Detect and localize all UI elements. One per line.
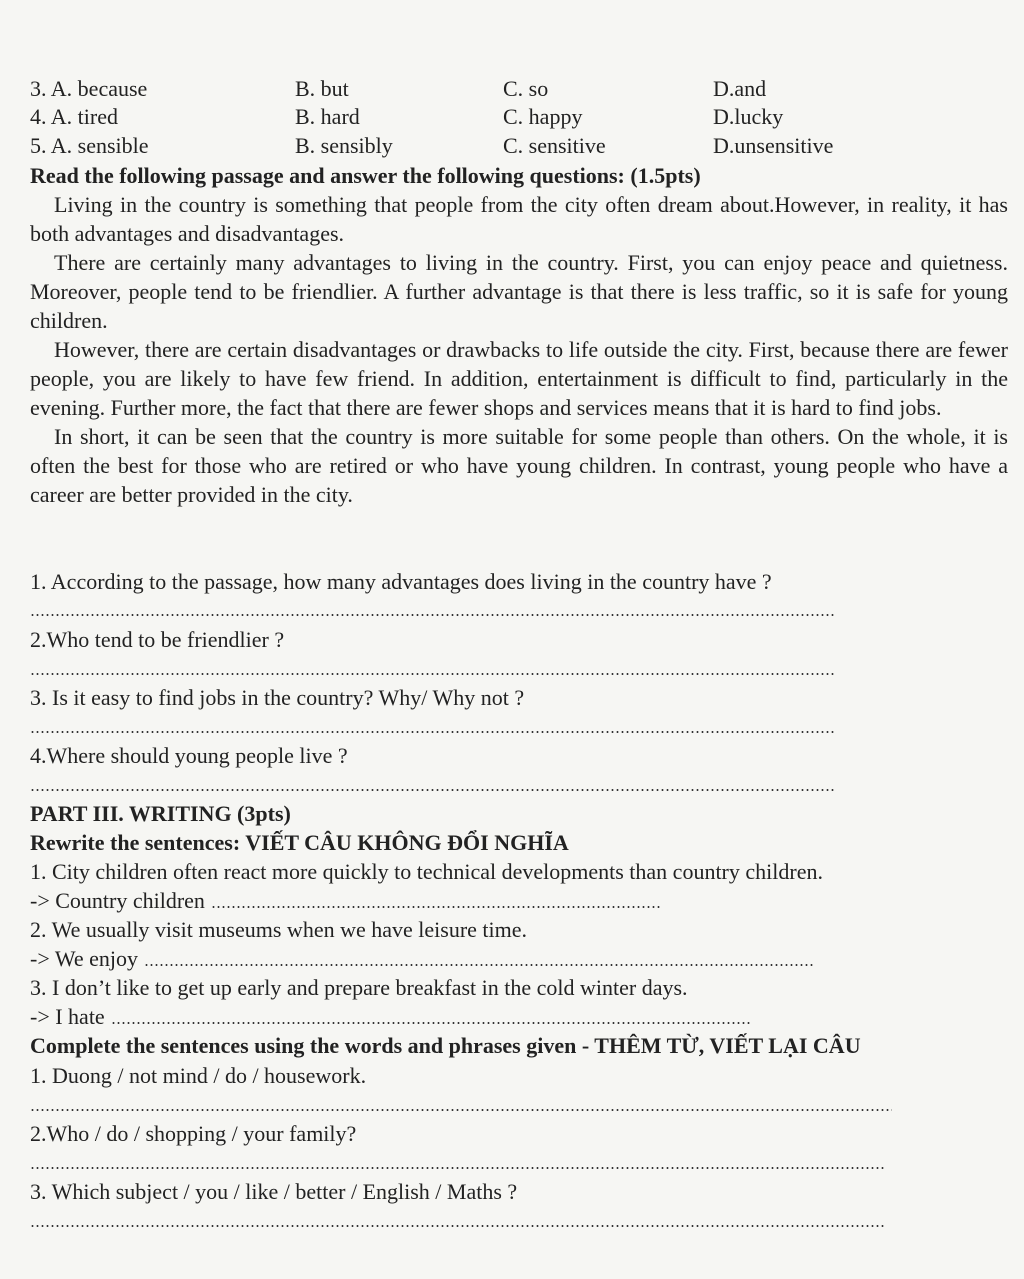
reading-question: 2.Who tend to be friendlier ?: [30, 627, 285, 652]
reading-question: 4.Where should young people live ?: [30, 743, 348, 768]
reading-heading: Read the following passage and answer the following questions: (1.5pts): [30, 163, 701, 188]
answer-line[interactable]: [30, 731, 835, 733]
rewrite-heading: Rewrite the sentences: VIẾT CÂU KHÔNG ĐỔI NGHĨA: [30, 830, 569, 855]
answer-line[interactable]: [111, 1022, 751, 1024]
prompt-text: -> I hate: [30, 1004, 105, 1029]
rewrite-prompt: [30, 944, 814, 973]
answer-line[interactable]: [30, 789, 835, 791]
answer-line[interactable]: [30, 1225, 885, 1227]
answer-line[interactable]: [30, 1167, 885, 1169]
answer-line[interactable]: [30, 1109, 892, 1111]
option-d: D.unsensitive: [713, 133, 834, 158]
mcq-row: [0, 102, 1024, 132]
rewrite-prompt: [30, 1002, 751, 1031]
rewrite-sentence: 1. City children often react more quickly to technical developments than country children.: [30, 859, 823, 884]
passage-paragraph: In short, it can be seen that the country is more suitable for some people than others. On the whole, it is often the best for those who are retired or who have young children. In contrast, young people who have a career are better provided in the city.: [30, 424, 1008, 507]
rewrite-sentence: 2. We usually visit museums when we have leisure time.: [30, 917, 528, 942]
mcq-row: [0, 74, 1024, 104]
mcq-row: [0, 131, 1024, 161]
reading-question: 1. According to the passage, how many advantages does living in the country have ?: [30, 569, 772, 594]
complete-item: 1. Duong / not mind / do / housework.: [30, 1063, 367, 1088]
prompt-text: -> We enjoy: [30, 946, 138, 971]
option-c: C. sensitive: [503, 133, 606, 158]
option-a: 3. A. because: [30, 76, 148, 101]
answer-line[interactable]: [144, 964, 814, 966]
option-b: B. hard: [295, 104, 360, 129]
answer-line[interactable]: [30, 614, 835, 616]
passage-paragraph: There are certainly many advantages to living in the country. First, you can enjoy peace and quietness. Moreover, people tend to be friendlier. A further advantage is that there is less traffic, so it is safe for young children.: [30, 250, 1008, 333]
rewrite-sentence: 3. I don’t like to get up early and prepare breakfast in the cold winter days.: [30, 975, 688, 1000]
option-b: B. but: [295, 76, 349, 101]
option-a: 4. A. tired: [30, 104, 118, 129]
passage-paragraph: However, there are certain disadvantages or drawbacks to life outside the city. First, because there are fewer people, you are likely to have few friend. In addition, entertainment is difficult to find, particularly in the evening. Further more, the fact that there are fewer shops and services means that it is hard to find jobs.: [30, 337, 1008, 420]
option-d: D.lucky: [713, 104, 784, 129]
reading-passage: [30, 190, 1008, 509]
complete-heading: Complete the sentences using the words and phrases given - THÊM TỪ, VIẾT LẠI CÂU: [30, 1033, 861, 1058]
passage-paragraph: Living in the country is something that people from the city often dream about.However, in reality, it has both advantages and disadvantages.: [30, 192, 1008, 246]
option-a: 5. A. sensible: [30, 133, 149, 158]
rewrite-prompt: [30, 886, 661, 915]
complete-item: 3. Which subject / you / like / better / English / Maths ?: [30, 1179, 518, 1204]
reading-question: 3. Is it easy to find jobs in the country? Why/ Why not ?: [30, 685, 525, 710]
option-c: C. so: [503, 76, 549, 101]
complete-item: 2.Who / do / shopping / your family?: [30, 1121, 357, 1146]
part-title: PART III. WRITING (3pts): [30, 801, 291, 826]
option-c: C. happy: [503, 104, 583, 129]
option-d: D.and: [713, 76, 767, 101]
answer-line[interactable]: [30, 673, 835, 675]
prompt-text: -> Country children: [30, 888, 205, 913]
option-b: B. sensibly: [295, 133, 393, 158]
answer-line[interactable]: [211, 906, 661, 908]
